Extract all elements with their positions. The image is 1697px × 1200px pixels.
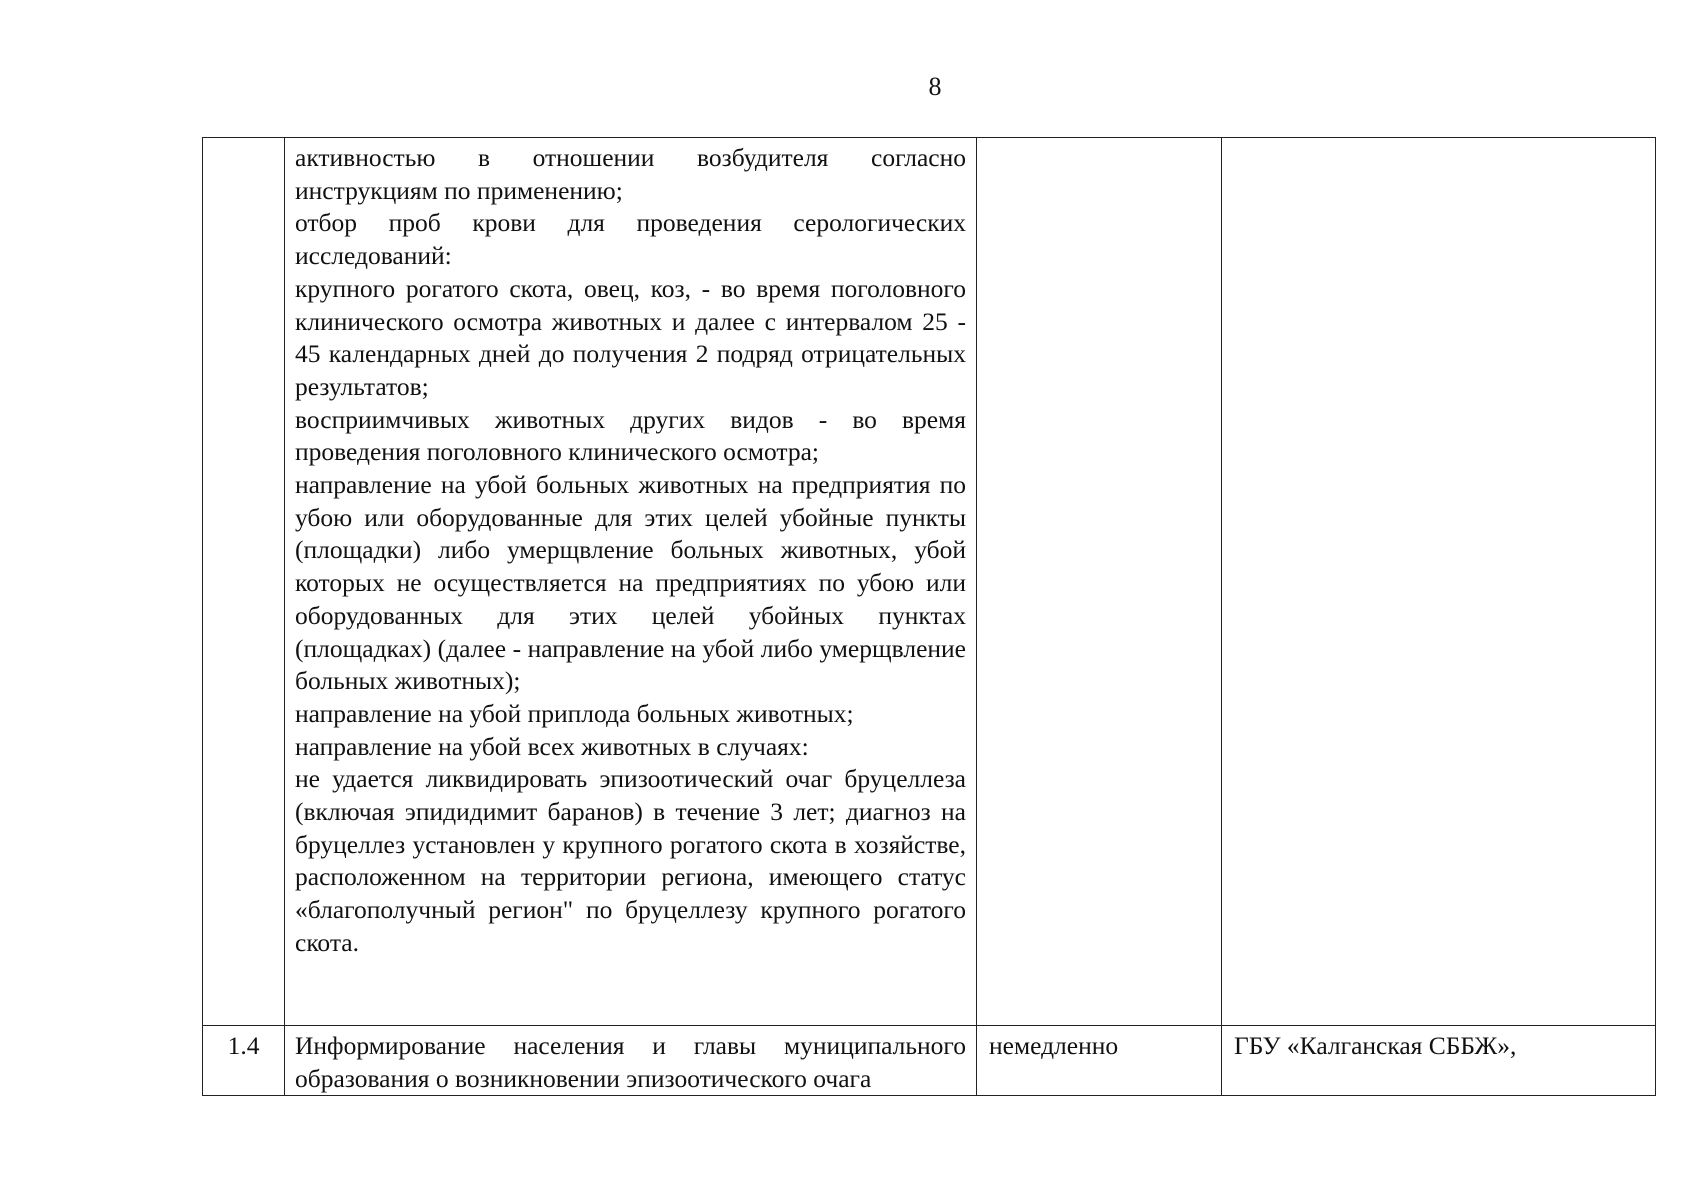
measure-description-cell [285,1026,977,1096]
measure-paragraph: активностью в отношении возбудителя согласно инструкциям по применению; [295,143,966,205]
page-number: 8 [928,72,942,101]
measure-paragraph: отбор проб крови для проведения серологических исследований: [295,208,966,271]
measure-paragraph: направление на убой больных животных на предприятия по убою или оборудованные для этих целей убойные пункты (площадки) либо умерщвление больных животных, убой которых не осуществляется на предприятиях по убою или оборудованных для этих целей убойных пунктах (площадках) (далее - направление на убой либо умерщвление больных животных); [295,470,966,696]
row-number-cell [203,138,285,1026]
table-row [203,1026,1656,1096]
term-cell: немедленно [977,1026,1222,1096]
table-row [203,138,1656,1026]
responsible-cell [1222,138,1656,1026]
row-number-cell: 1.4 [203,1026,285,1096]
measure-paragraph: направление на убой всех животных в случаях: [295,731,809,761]
measures-table [202,137,1656,1096]
responsible-cell: ГБУ «Калганская СББЖ», [1222,1026,1656,1096]
term-cell [977,138,1222,1026]
measure-paragraph: крупного рогатого скота, овец, коз, - во время поголовного клинического осмотра животных и далее с интервалом 25 - 45 календарных дней до получения 2 подряд отрицательных результатов; [295,273,966,401]
measure-paragraph: восприимчивых животных других видов - во время проведения поголовного клинического осмотра; [295,404,966,467]
measure-paragraph: не удается ликвидировать эпизоотический очаг бруцеллеза (включая эпидидимит баранов) в течение 3 лет; диагноз на бруцеллез установлен у крупного рогатого скота в хозяйстве, расположенном на территории региона, имеющего статус «благополучный регион" по бруцеллезу крупного рогатого скота. [295,764,966,957]
measure-paragraph: направление на убой приплода больных животных; [295,698,854,728]
measure-paragraph: Информирование населения и главы муниципального образования о возникновении эпизоотического очага [295,1031,966,1093]
measure-description-cell [285,138,977,1026]
